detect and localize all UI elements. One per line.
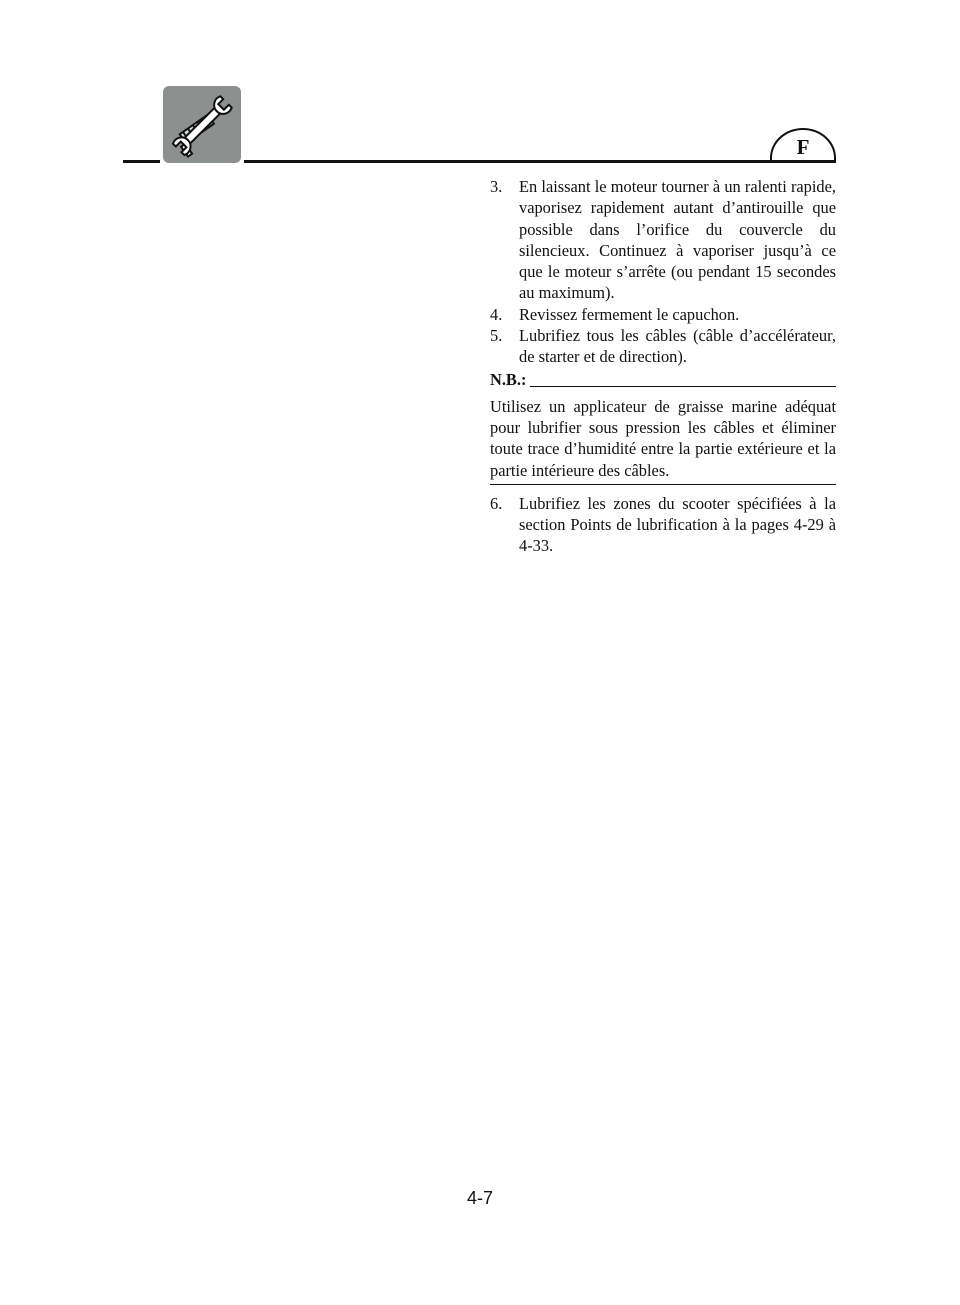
step-number: 4. [490,304,503,324]
list-item [490,176,836,304]
header-rule-right [244,160,836,163]
step-text: Lubrifiez tous les câbles (câble d’accélérateur, de starter et de direction). [519,326,836,367]
list-item [490,325,836,368]
list-item [490,304,836,325]
step-text: En laissant le moteur tourner à un ralenti rapide, vaporisez rapidement autant d’antirouille que possible dans l’orifice du couvercle du silencieux. Continuez à vaporiser jusqu’à ce que le moteur s’arrête (ou pendant 15 secondes au maximum). [519,177,836,303]
step-text: Lubrifiez les zones du scooter spécifiées à la section Points de lubrification à la pages 4-29 à 4-33. [519,493,836,556]
content-column [490,176,836,557]
step-text: Revissez fermement le capuchon. [519,304,740,324]
note-text: Utilisez un applicateur de graisse marine adéquat pour lubrifier sous pression les câbles et éliminer toute trace d’humidité entre la partie extérieure et la partie intérieure des câbles. [490,396,836,485]
note-label: N.B.: [490,370,527,390]
step-number: 3. [490,177,503,196]
list-item [490,493,836,557]
header-rule-left [123,160,160,163]
page-number: 4-7 [466,1188,493,1208]
note-rule [530,386,836,387]
wrench-and-grease-gun-icon [163,86,241,163]
note-heading [490,369,836,391]
step-number: 5. [490,326,503,346]
language-badge: F [770,128,836,160]
maintenance-tools-icon [163,86,241,163]
step-number: 6. [490,493,503,513]
